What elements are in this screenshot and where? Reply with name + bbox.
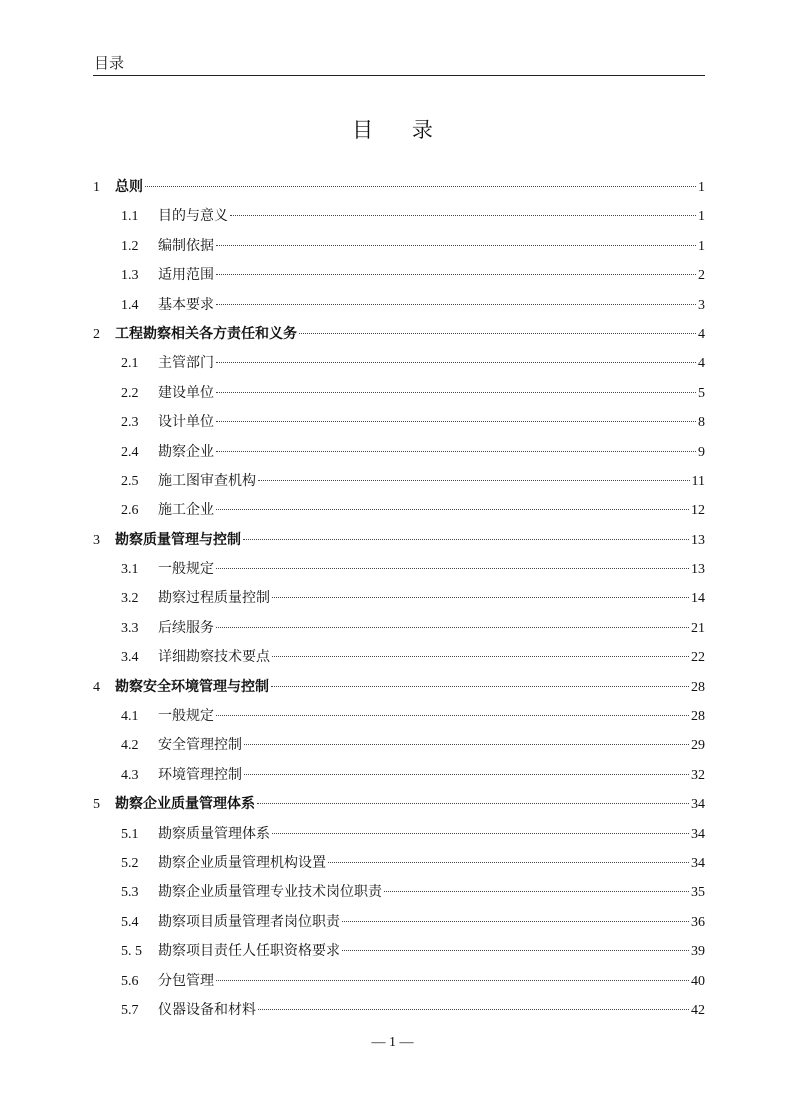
toc-entry-label: 目的与意义 [158, 208, 228, 225]
toc-entry-label: 勘察企业质量管理专业技术岗位职责 [158, 884, 382, 901]
toc-entry-label: 基本要求 [158, 296, 214, 313]
toc-entry-number: 2.2 [121, 385, 139, 401]
toc-entry-number: 4.3 [121, 767, 139, 783]
toc-entry-number: 5 [93, 797, 100, 813]
toc-section-entry[interactable] [93, 996, 705, 1025]
toc-dot-leader [216, 392, 696, 393]
toc-entry-number: 3.4 [121, 650, 139, 666]
toc-entry-label: 施工企业 [158, 502, 214, 519]
toc-entry-number: 5.3 [121, 885, 139, 901]
toc-section-entry[interactable] [93, 438, 705, 467]
toc-dot-leader [243, 539, 689, 540]
toc-entry-page: 29 [691, 738, 705, 754]
toc-dot-leader [216, 274, 696, 275]
toc-entry-number: 2.4 [121, 444, 139, 460]
toc-section-entry[interactable] [93, 202, 705, 231]
toc-entry-label: 勘察质量管理与控制 [115, 531, 241, 548]
toc-entry-number: 4.1 [121, 709, 139, 725]
toc-entry-label: 总则 [115, 179, 143, 195]
toc-entry-label: 施工图审查机构 [158, 472, 256, 489]
toc-entry-page: 39 [691, 944, 705, 960]
toc-dot-leader [272, 833, 689, 834]
toc-section-entry[interactable] [93, 291, 705, 320]
toc-entry-number: 5. 5 [121, 944, 142, 960]
toc-entry-number: 3 [93, 532, 100, 548]
toc-entry-label: 环境管理控制 [158, 766, 242, 783]
toc-section-entry[interactable] [93, 349, 705, 378]
toc-entry-label: 详细勘察技术要点 [158, 649, 270, 666]
toc-entry-label: 安全管理控制 [158, 737, 242, 754]
toc-section-entry[interactable] [93, 849, 705, 878]
toc-entry-number: 2.5 [121, 473, 139, 489]
toc-entry-label: 设计单位 [158, 414, 214, 431]
toc-entry-label: 勘察安全环境管理与控制 [115, 678, 269, 695]
toc-entry-number: 2.6 [121, 503, 139, 519]
toc-section-entry[interactable] [93, 584, 705, 613]
toc-entry-number: 5.6 [121, 973, 139, 989]
toc-entry-label: 一般规定 [158, 708, 214, 725]
toc-dot-leader [216, 509, 689, 510]
toc-dot-leader [342, 921, 689, 922]
toc-dot-leader [257, 803, 689, 804]
toc-dot-leader [271, 686, 689, 687]
toc-entry-number: 1 [93, 180, 100, 195]
toc-entry-number: 5.1 [121, 826, 139, 842]
toc-entry-label: 主管部门 [158, 355, 214, 372]
toc-dot-leader [216, 304, 696, 305]
toc-dot-leader [299, 333, 696, 334]
toc-entry-label: 勘察项目质量管理者岗位职责 [158, 913, 340, 930]
table-of-contents [93, 173, 705, 1025]
toc-entry-page: 5 [698, 385, 705, 401]
page-title: 目 录 [352, 118, 449, 142]
toc-entry-page: 42 [691, 1002, 705, 1018]
running-header: 目录 [94, 54, 125, 72]
header-rule [93, 75, 705, 76]
toc-entry-label: 分包管理 [158, 972, 214, 989]
toc-section-entry[interactable] [93, 408, 705, 437]
toc-section-entry[interactable] [93, 232, 705, 261]
toc-entry-page: 14 [691, 591, 705, 607]
toc-entry-number: 2 [93, 326, 100, 342]
toc-entry-number: 5.7 [121, 1002, 139, 1018]
toc-section-entry[interactable] [93, 643, 705, 672]
toc-entry-page: 12 [691, 503, 705, 519]
toc-entry-page: 1 [698, 238, 705, 254]
toc-entry-label: 勘察企业质量管理体系 [115, 796, 255, 813]
toc-section-entry[interactable] [93, 937, 705, 966]
toc-entry-label: 工程勘察相关各方责任和义务 [115, 325, 297, 342]
toc-entry-number: 5.2 [121, 855, 139, 871]
toc-section-entry[interactable] [93, 467, 705, 496]
toc-dot-leader [216, 980, 689, 981]
toc-entry-label: 编制依据 [158, 237, 214, 254]
toc-dot-leader [272, 597, 689, 598]
toc-dot-leader [244, 744, 689, 745]
toc-entry-page: 13 [691, 532, 705, 548]
toc-dot-leader [230, 215, 696, 216]
toc-entry-number: 2.3 [121, 415, 139, 431]
toc-chapter-entry[interactable] [93, 320, 705, 349]
toc-dot-leader [216, 362, 696, 363]
toc-section-entry[interactable] [93, 702, 705, 731]
toc-dot-leader [258, 480, 690, 481]
toc-entry-label: 后续服务 [158, 619, 214, 636]
toc-dot-leader [216, 421, 696, 422]
toc-entry-number: 1.3 [121, 268, 139, 284]
toc-entry-page: 28 [691, 709, 705, 725]
toc-section-entry[interactable] [93, 555, 705, 584]
toc-section-entry[interactable] [93, 496, 705, 525]
toc-entry-number: 1.4 [121, 297, 139, 313]
toc-entry-page: 21 [691, 620, 705, 636]
toc-chapter-entry[interactable] [93, 673, 705, 702]
toc-entry-number: 3.1 [121, 562, 139, 578]
toc-dot-leader [342, 950, 689, 951]
toc-section-entry[interactable] [93, 820, 705, 849]
toc-entry-page: 36 [691, 914, 705, 930]
toc-dot-leader [216, 627, 689, 628]
toc-entry-number: 3.3 [121, 620, 139, 636]
toc-entry-page: 3 [698, 297, 705, 313]
toc-entry-page: 2 [698, 268, 705, 284]
toc-chapter-entry[interactable] [93, 526, 705, 555]
toc-entry-number: 4.2 [121, 738, 139, 754]
toc-entry-page: 34 [691, 826, 705, 842]
toc-entry-page: 1 [698, 180, 705, 195]
toc-section-entry[interactable] [93, 379, 705, 408]
toc-entry-label: 勘察企业 [158, 443, 214, 460]
toc-entry-number: 3.2 [121, 591, 139, 607]
toc-chapter-entry[interactable] [93, 790, 705, 819]
toc-section-entry[interactable] [93, 967, 705, 996]
toc-dot-leader [216, 715, 689, 716]
toc-entry-label: 仪器设备和材料 [158, 1001, 256, 1018]
toc-entry-page: 4 [698, 326, 705, 342]
toc-entry-label: 适用范围 [158, 267, 214, 284]
toc-entry-page: 34 [691, 797, 705, 813]
toc-dot-leader [328, 862, 689, 863]
toc-entry-number: 4 [93, 679, 100, 695]
toc-entry-label: 勘察过程质量控制 [158, 590, 270, 607]
toc-entry-number: 1.2 [121, 238, 139, 254]
toc-entry-label: 勘察企业质量管理机构设置 [158, 854, 326, 871]
toc-entry-number: 5.4 [121, 914, 139, 930]
toc-chapter-entry[interactable] [93, 173, 705, 202]
toc-dot-leader [244, 774, 689, 775]
toc-entry-page: 22 [691, 650, 705, 666]
toc-entry-label: 一般规定 [158, 561, 214, 578]
page-number-footer: — 1 — [371, 1035, 414, 1050]
toc-entry-page: 8 [698, 415, 705, 431]
toc-dot-leader [384, 891, 689, 892]
toc-entry-number: 1.1 [121, 209, 139, 225]
toc-entry-page: 13 [691, 562, 705, 578]
toc-dot-leader [216, 451, 696, 452]
toc-section-entry[interactable] [93, 908, 705, 937]
toc-entry-label: 建设单位 [158, 384, 214, 401]
toc-entry-page: 28 [691, 679, 705, 695]
toc-section-entry[interactable] [93, 878, 705, 907]
toc-dot-leader [216, 245, 696, 246]
toc-entry-page: 32 [691, 767, 705, 783]
toc-entry-page: 9 [698, 444, 705, 460]
toc-entry-page: 40 [691, 973, 705, 989]
toc-entry-page: 4 [698, 356, 705, 372]
toc-entry-label: 勘察质量管理体系 [158, 825, 270, 842]
toc-dot-leader [272, 656, 689, 657]
toc-section-entry[interactable] [93, 731, 705, 760]
toc-entry-page: 34 [691, 855, 705, 871]
toc-entry-page: 35 [691, 885, 705, 901]
toc-dot-leader [258, 1009, 689, 1010]
toc-entry-page: 11 [691, 473, 705, 489]
toc-entry-label: 勘察项目责任人任职资格要求 [158, 943, 340, 960]
toc-dot-leader [145, 186, 696, 187]
toc-entry-number: 2.1 [121, 356, 139, 372]
toc-entry-page: 1 [698, 209, 705, 225]
toc-section-entry[interactable] [93, 761, 705, 790]
toc-dot-leader [216, 568, 689, 569]
toc-section-entry[interactable] [93, 614, 705, 643]
toc-section-entry[interactable] [93, 261, 705, 290]
